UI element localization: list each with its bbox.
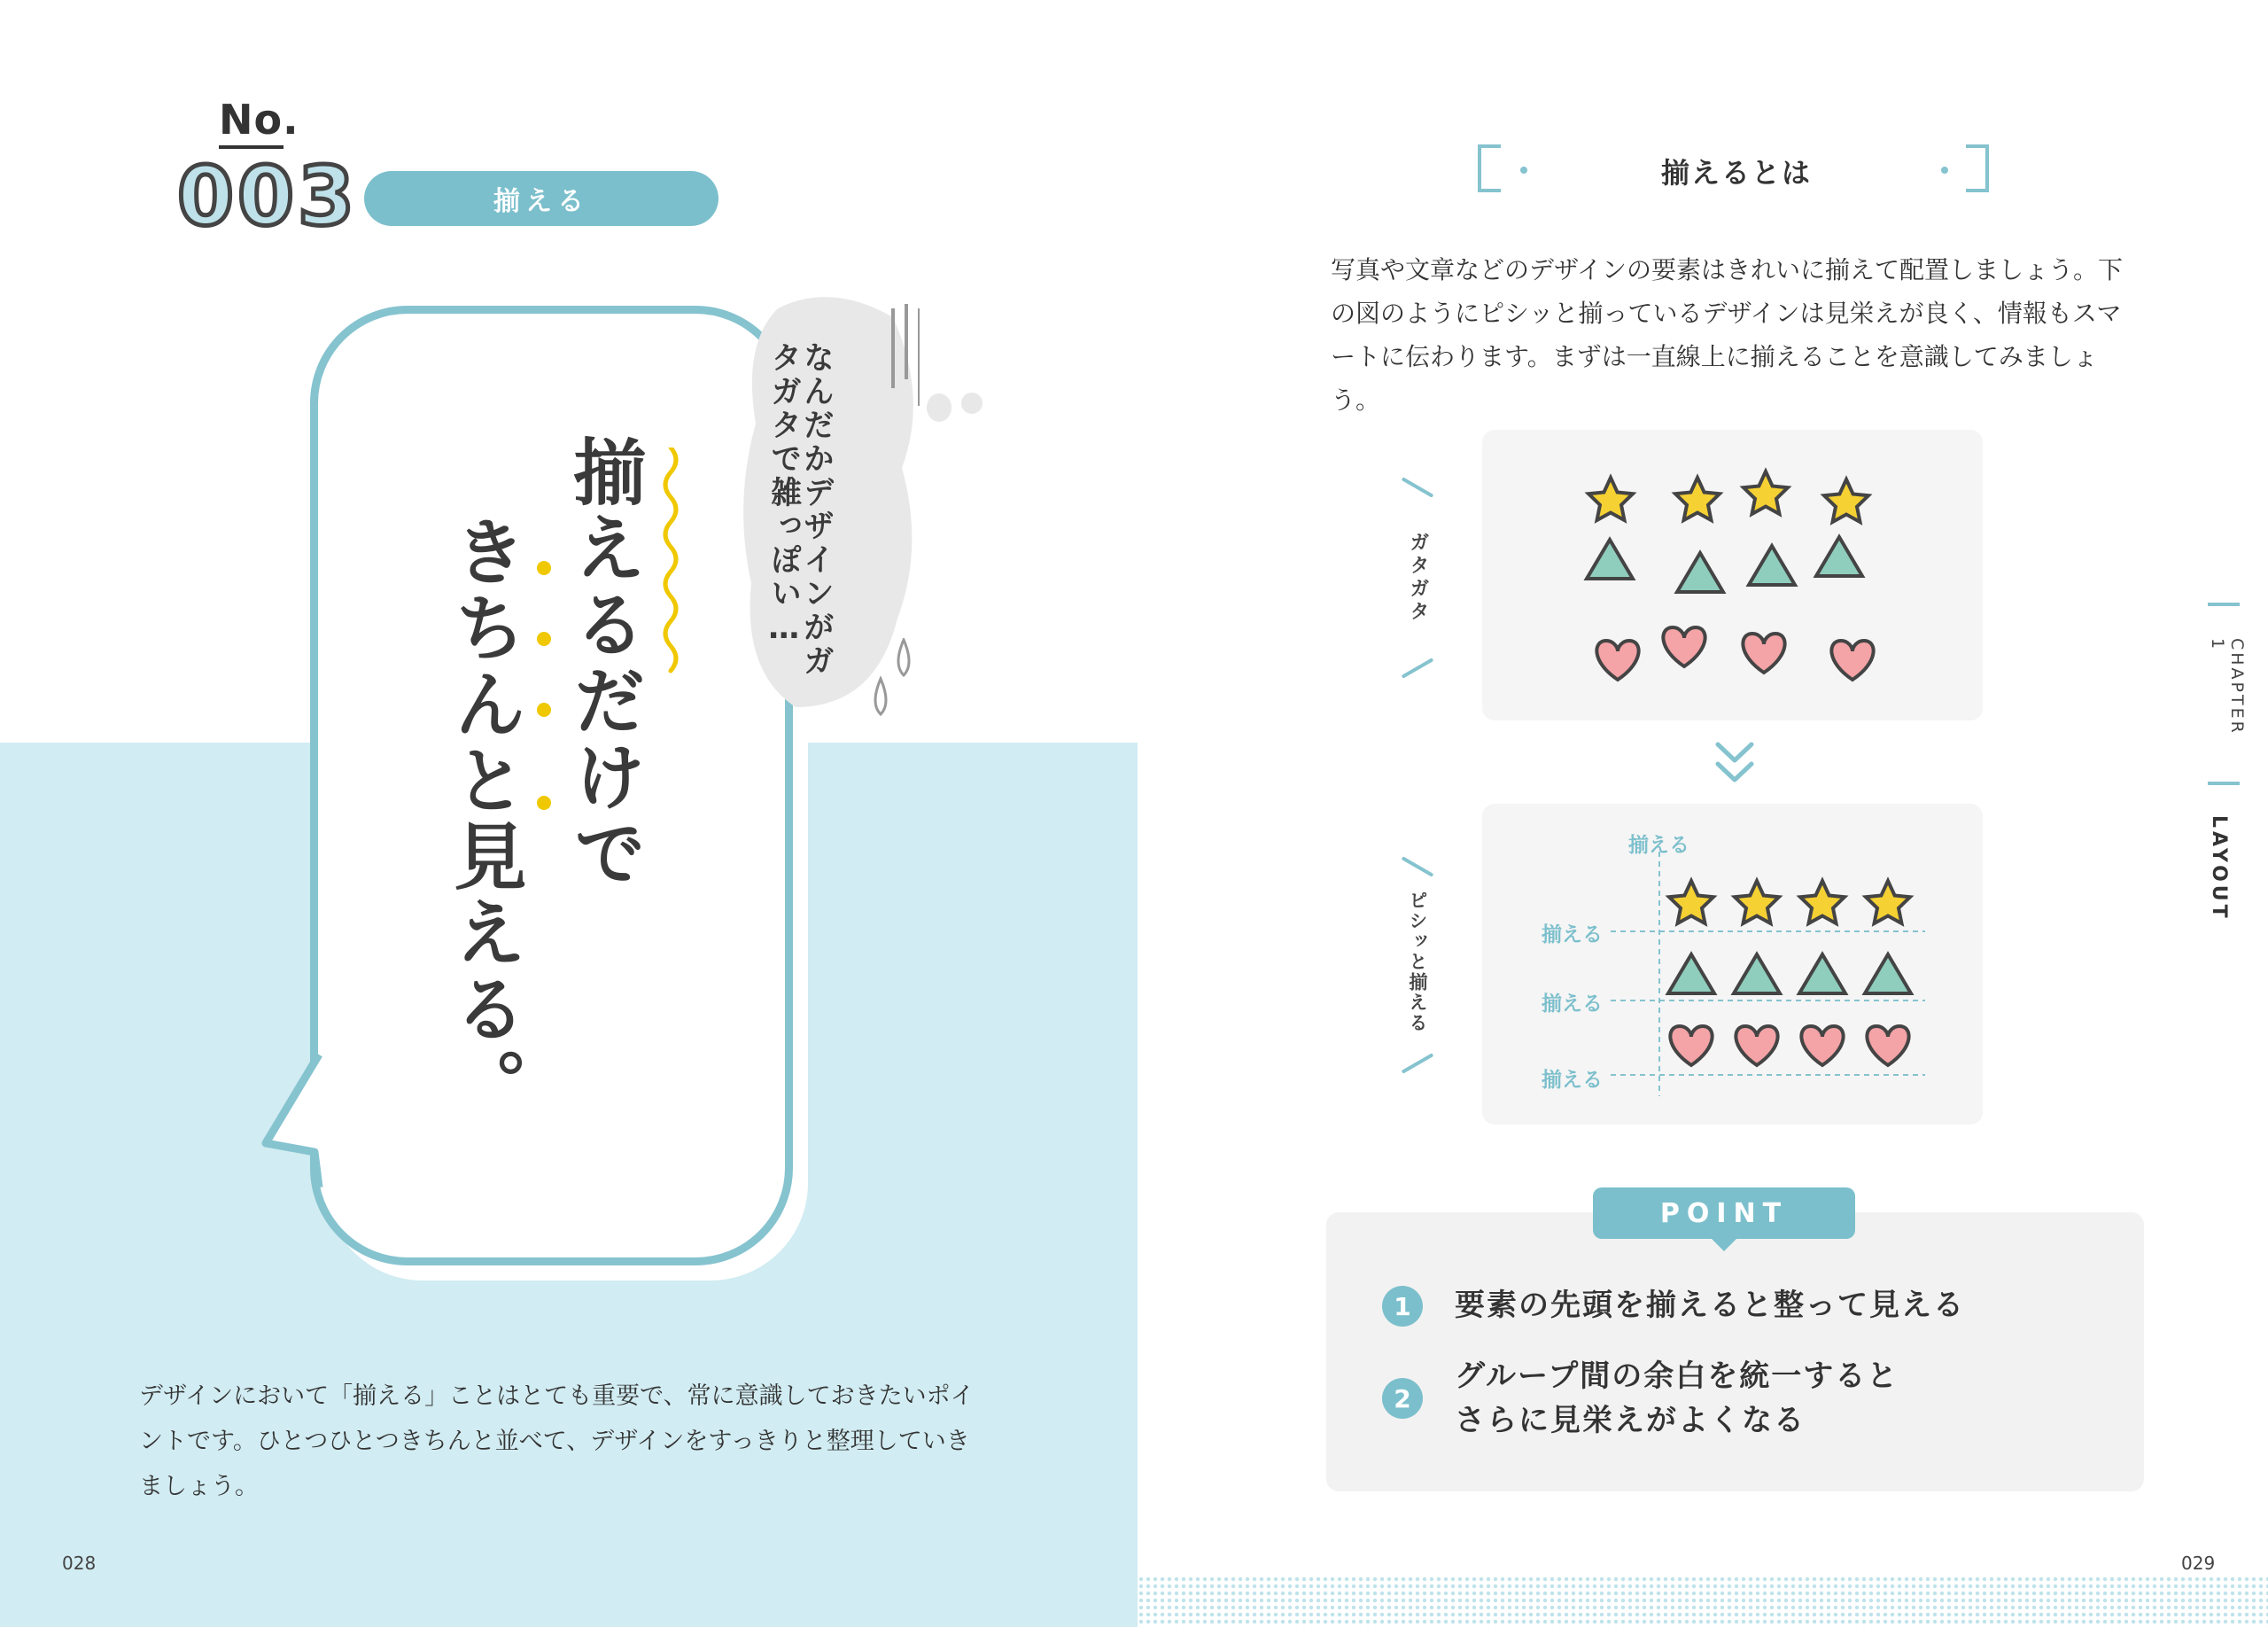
- heart-icon: [1596, 641, 1638, 680]
- point-tab-notch: [1710, 1237, 1738, 1251]
- label-slash-top: [1402, 477, 1434, 497]
- heart-icon: [1670, 1026, 1712, 1065]
- star-icon: [1824, 479, 1868, 522]
- point-item-1-line-1: 要素の先頭を揃えると整って見える: [1455, 1288, 1965, 1323]
- align-label-row-3: 揃える: [1542, 1069, 1603, 1092]
- align-label-row-2: 揃える: [1542, 993, 1603, 1016]
- left-folio: 028: [62, 1553, 97, 1574]
- tiny-cloud-bubble: [959, 390, 985, 416]
- star-icon: [1744, 471, 1788, 514]
- star-icon: [1669, 881, 1713, 923]
- messy-side-label: ガタガタ: [1407, 532, 1429, 624]
- speech-bubble-tail: [248, 1046, 354, 1196]
- chapter-divider-middle: [2208, 782, 2240, 785]
- point-tab: POINT: [1593, 1187, 1855, 1239]
- triangle-icon: [1734, 954, 1780, 993]
- triangle-icon: [1799, 954, 1845, 993]
- triangle-icon: [1816, 537, 1862, 576]
- label-slash-bottom-2: [1402, 1053, 1434, 1073]
- emphasis-dots: [535, 554, 553, 820]
- label-slash-bottom: [1402, 658, 1434, 678]
- right-body-text: 写真や文章などのデザインの要素はきれいに揃えて配置しましょう。下の図のようにピシッと揃っているデザインは見栄えが良く、情報もスマートに伝わります。まずは一直線上に揃えることを意識してみましょう。: [1331, 255, 2124, 415]
- star-icon: [1735, 881, 1779, 923]
- heart-icon: [1743, 634, 1784, 673]
- double-chevron-down-icon: [1713, 739, 1757, 789]
- aligned-side-label: ピシッと揃える: [1407, 891, 1428, 1033]
- triangle-icon: [1865, 954, 1911, 993]
- heart-icon: [1867, 1026, 1908, 1065]
- heart-icon: [1801, 1026, 1843, 1065]
- point-item-2-line-1: グループ間の余白を統一すると: [1455, 1358, 1899, 1394]
- section-title: 揃えるとは: [1660, 156, 1812, 190]
- left-body-text: デザインにおいて「揃える」ことはとても重要で、常に意識しておきたいポイントです。ひとつひとつきちんと並べて、デザインをすっきりと整理していきましょう。: [139, 1382, 975, 1500]
- cloud-thought-text: なんだかデザインがガタガタで雑っぽい…: [765, 341, 835, 678]
- chapter-divider-top: [2208, 603, 2240, 606]
- lesson-title-pill: 揃える: [364, 171, 718, 226]
- star-icon: [1866, 881, 1910, 923]
- raindrop-icon: [868, 638, 921, 718]
- triangle-icon: [1677, 553, 1723, 592]
- section-title-bracket-right: [1966, 144, 1989, 192]
- point-number-1: 1: [1382, 1286, 1423, 1327]
- triangle-icon: [1749, 546, 1795, 585]
- small-cloud-bubble: [921, 390, 957, 425]
- headline-line-2: きちんと見える。: [442, 514, 526, 1124]
- lesson-number: 003: [177, 149, 359, 244]
- right-folio: 029: [2181, 1553, 2216, 1574]
- messy-diagram-box: [1482, 430, 1983, 720]
- point-box: [1326, 1212, 2144, 1491]
- label-slash-top-2: [1402, 856, 1434, 876]
- star-icon: [1800, 881, 1845, 923]
- heart-icon: [1831, 641, 1873, 680]
- point-number-2: 2: [1382, 1378, 1423, 1419]
- chapter-label: CHAPTER 1: [2208, 638, 2247, 736]
- triangle-icon: [1587, 540, 1633, 579]
- wavy-emphasis-line: [657, 448, 684, 678]
- star-icon: [1588, 478, 1633, 520]
- messy-shapes: [1482, 430, 1983, 720]
- section-label: LAYOUT: [2208, 815, 2230, 922]
- heart-icon: [1663, 627, 1705, 666]
- right-page-dotted-band: [1138, 1576, 2268, 1627]
- align-label-row-1: 揃える: [1542, 923, 1603, 946]
- number-label: No.: [219, 96, 299, 144]
- align-label-top: 揃える: [1628, 834, 1689, 857]
- point-item-2-line-2: さらに見栄えがよくなる: [1455, 1403, 1806, 1438]
- section-title-dot-right: [1941, 167, 1948, 174]
- star-icon: [1675, 478, 1720, 520]
- heart-icon: [1736, 1026, 1777, 1065]
- headline-line-1: 揃えるだけで: [562, 434, 646, 891]
- triangle-icon: [1668, 954, 1714, 993]
